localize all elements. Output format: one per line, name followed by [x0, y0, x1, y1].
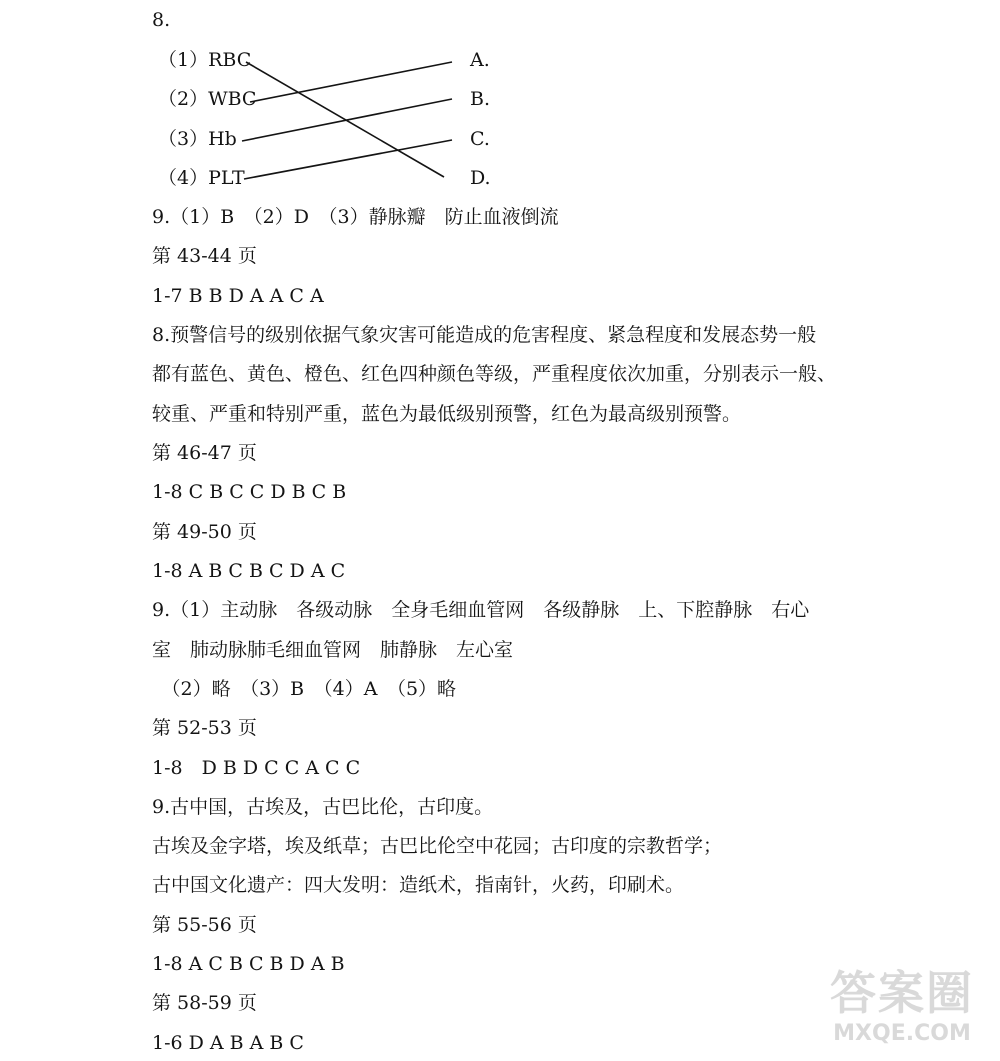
page-heading: 第 58-59 页	[152, 992, 257, 1014]
match-right-item: D.	[470, 167, 491, 189]
matching-lines	[0, 0, 1000, 200]
watermark-logo-text: 答案圈	[830, 966, 974, 1020]
answer-line: 1-8 D B D C C A C C	[152, 757, 361, 779]
answer-paragraph-line: 8.预警信号的级别依据气象灾害可能造成的危害程度、紧急程度和发展态势一般	[152, 324, 817, 346]
answer-line: 1-8 C B C C D B C B	[152, 481, 347, 503]
page-heading: 第 49-50 页	[152, 521, 257, 543]
match-left-item: （4）PLT	[158, 167, 245, 189]
connector-plt-c	[244, 140, 452, 179]
watermark-domain: MXQE.COM	[833, 1021, 971, 1046]
answer-line: 9.（1）B （2）D （3）静脉瓣 防止血液倒流	[152, 206, 559, 228]
match-left-item: （2）WBC	[158, 88, 257, 110]
site-watermark	[812, 968, 992, 1058]
answer-line: 9.古中国，古埃及，古巴比伦，古印度。	[152, 796, 494, 818]
page-heading: 第 46-47 页	[152, 442, 257, 464]
match-left-item: （3）Hb	[158, 128, 237, 150]
answer-line: （2）略 （3）B （4）A （5）略	[152, 678, 457, 700]
answer-paragraph-line: 9.（1）主动脉 各级动脉 全身毛细血管网 各级静脉 上、下腔静脉 右心	[152, 599, 810, 621]
answer-paragraph-line: 都有蓝色、黄色、橙色、红色四种颜色等级，严重程度依次加重，分别表示一般、	[152, 363, 837, 385]
page-heading: 第 55-56 页	[152, 914, 257, 936]
answer-line: 1-7 B B D A A C A	[152, 285, 324, 307]
match-left-item: （1）RBC	[158, 49, 252, 71]
answer-paragraph-line: 古埃及金字塔，埃及纸草；古巴比伦空中花园；古印度的宗教哲学；	[152, 835, 723, 857]
connector-hb-b	[242, 99, 452, 141]
answer-paragraph-line: 室 肺动脉肺毛细血管网 肺静脉 左心室	[152, 639, 514, 661]
answer-paragraph-line: 较重、严重和特别严重，蓝色为最低级别预警，红色为最高级别预警。	[152, 403, 742, 425]
answer-line: 1-6 D A B A B C	[152, 1032, 304, 1054]
match-right-item: A.	[470, 49, 490, 71]
answer-line: 1-8 A B C B C D A C	[152, 560, 346, 582]
page-heading: 第 43-44 页	[152, 245, 257, 267]
match-right-item: B.	[470, 88, 491, 110]
question-number: 8.	[152, 9, 171, 31]
answer-line: 1-8 A C B C B D A B	[152, 953, 345, 975]
page-heading: 第 52-53 页	[152, 717, 257, 739]
match-right-item: C.	[470, 128, 490, 150]
answer-paragraph-line: 古中国文化遗产：四大发明：造纸术，指南针，火药，印刷术。	[152, 874, 685, 896]
